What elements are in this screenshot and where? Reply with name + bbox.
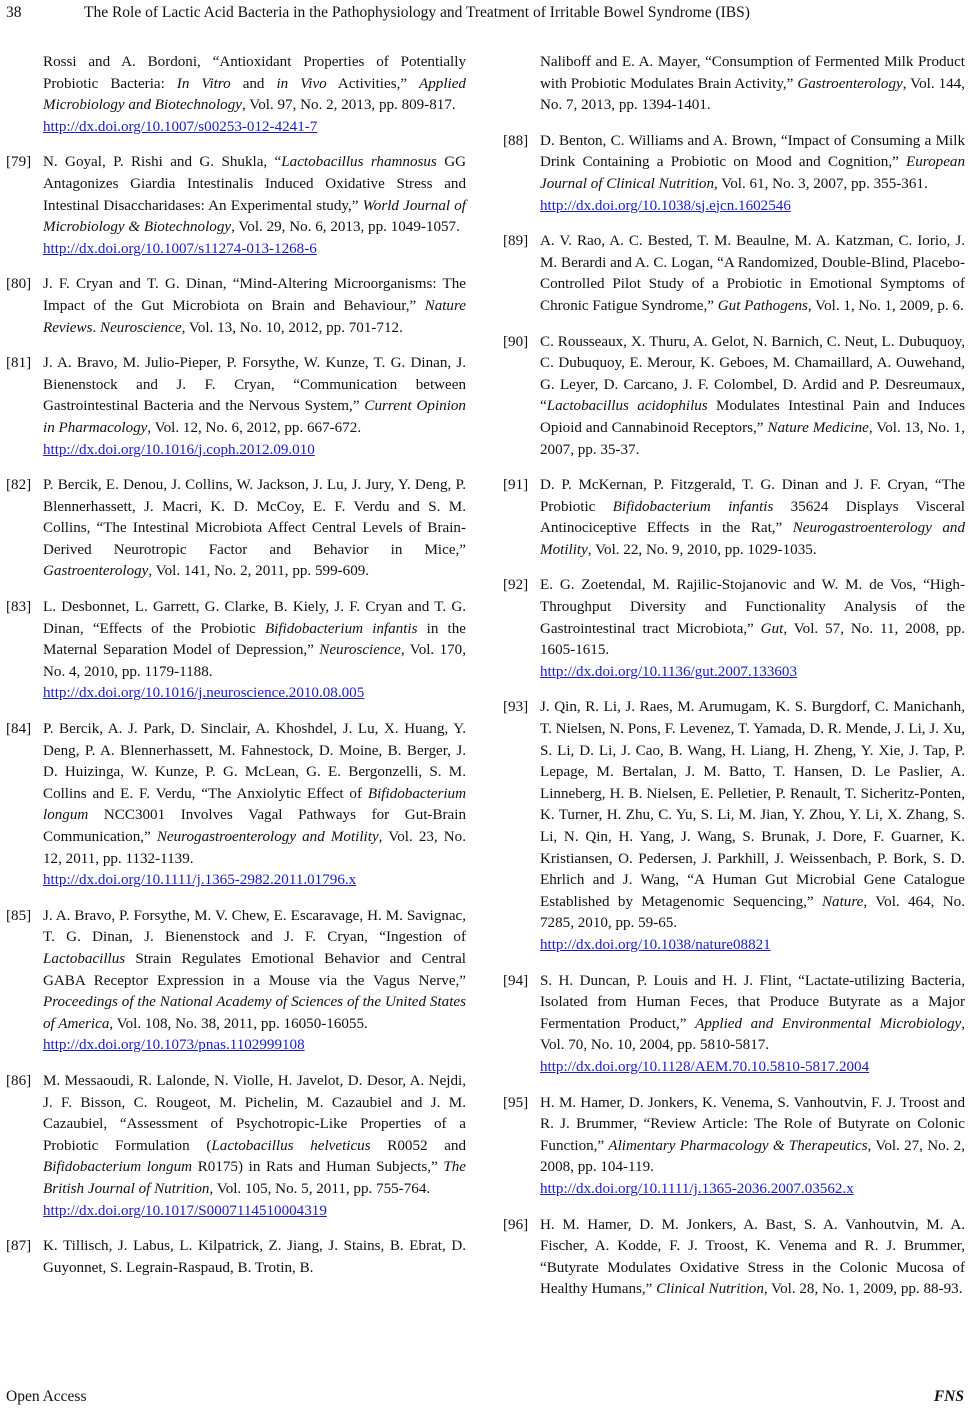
doi-link[interactable]: http://dx.doi.org/10.1007/s11274-013-1268-6: [43, 240, 317, 257]
reference-text-segment: , Vol. 28, No. 1, 2009, pp. 88-93.: [763, 1281, 963, 1298]
reference-text-segment: , Vol. 1, No. 1, 2009, p. 6.: [807, 297, 964, 314]
reference-text-segment: J. A. Bravo, M. Julio-Pieper, P. Forsythe, W. Kunze, T. G. Dinan, J. Bienenstock and J. F. Cryan, “Communication between Gastrointestinal Bacteria and the Nervous System,”: [43, 355, 466, 415]
reference-number: [95]: [503, 1094, 529, 1111]
reference-italic-title: Lactobacillus acidophilus: [546, 398, 708, 415]
reference-entry: [6, 274, 466, 339]
doi-link[interactable]: http://dx.doi.org/10.1128/AEM.70.10.5810-5817.2004: [540, 1058, 870, 1075]
reference-number: [93]: [503, 699, 529, 716]
reference-entry: [503, 1093, 965, 1201]
reference-text: [540, 131, 965, 217]
reference-text: [540, 971, 965, 1079]
reference-entry: [6, 906, 466, 1057]
reference-text: [540, 231, 965, 317]
reference-text-segment: C. Rousseaux, X. Thuru, A. Gelot, N. Barnich, C. Neut, L. Dubuquoy, C. Dubuquoy, E. Merour, K. Geboes, M. Chamaillard, A. Ouwehand, G. Leyer, D. Carcano, J. F. Colombel, D. Ardid and P. Desreumaux, “: [540, 333, 965, 415]
reference-entry: [6, 152, 466, 260]
reference-text-segment: , Vol. 105, No. 5, 2011, pp. 755-764.: [209, 1180, 431, 1197]
reference-text-segment: , Vol. 13, No. 10, 2012, pp. 701-712.: [181, 319, 403, 336]
reference-text-segment: in the Maternal Separation Model of Depression,”: [43, 620, 466, 659]
reference-italic-title: Nature Reviews: [43, 297, 466, 336]
reference-text-segment: H. M. Hamer, D. M. Jonkers, A. Bast, S. A. Vanhoutvin, M. A. Fischer, A. Kodde, F. J. Troost, K. Venema and R. J. Brummer, “Butyrate Modulates Oxidative Stress in the Colonic Mucosa of Healthy Humans,”: [540, 1216, 965, 1298]
reference-number: [88]: [503, 132, 529, 149]
reference-entry: [6, 52, 466, 138]
reference-text-segment: A. V. Rao, A. C. Bested, T. M. Beaulne, M. A. Katzman, C. Iorio, J. M. Berardi and A. C. Logan, “A Randomized, Double-Blind, Placebo-Controlled Pilot Study of a Probiotic in Emotional Symptoms of Chronic Fatigue Syndrome,”: [540, 233, 965, 314]
reference-italic-title: Neurogastroenterology and Motility: [540, 520, 965, 558]
reference-column-right: [503, 52, 965, 1315]
reference-entry: [503, 332, 965, 462]
reference-italic-title: Bifidobacterium infantis: [612, 498, 774, 515]
reference-text: [43, 1236, 466, 1279]
reference-text-segment: M. Messaoudi, R. Lalonde, N. Violle, H. Javelot, D. Desor, A. Nejdi, J. F. Bisson, C. Rougeot, M. Pichelin, M. Cazaubiel and J. M. Cazaubiel, “Assessment of Psychotropic-Like Properties of a Probiotic Formulation (: [43, 1072, 466, 1154]
doi-link[interactable]: http://dx.doi.org/10.1073/pnas.1102999108: [43, 1037, 305, 1054]
reference-text-segment: NCC3001 Involves Vagal Pathways for Gut-Brain Communication,”: [43, 807, 466, 845]
reference-number: [81]: [6, 355, 32, 372]
reference-italic-title: in Vivo: [276, 75, 327, 92]
page-number: 38: [6, 4, 22, 21]
reference-text-segment: , Vol. 12, No. 6, 2012, pp. 667-672.: [147, 419, 362, 436]
reference-text-segment: , Vol. 70, No. 10, 2004, pp. 5810-5817.: [540, 1015, 965, 1054]
reference-italic-title: Bifidobacterium longum: [43, 1159, 193, 1176]
reference-text-segment: , Vol. 27, No. 2, 2008, pp. 104-119.: [540, 1137, 965, 1176]
reference-italic-title: Nature Medicine: [767, 419, 869, 436]
reference-italic-title: Lactobacillus: [43, 950, 126, 967]
reference-text: [43, 475, 466, 583]
reference-number: [91]: [503, 477, 529, 494]
reference-text: [43, 597, 466, 705]
reference-italic-title: Lactobacillus helveticus: [211, 1137, 371, 1154]
reference-entry: [503, 475, 965, 561]
reference-text-segment: R0052 and: [370, 1137, 467, 1154]
reference-text-segment: , Vol. 464, No. 7285, 2010, pp. 59-65.: [540, 893, 965, 932]
doi-link[interactable]: http://dx.doi.org/10.1017/S0007114510004319: [43, 1202, 327, 1219]
reference-italic-title: Current Opinion in Pharmacology: [43, 398, 466, 436]
reference-italic-title: Bifidobacterium infantis: [264, 620, 418, 637]
reference-text-segment: , Vol. 29, No. 6, 2013, pp. 1049-1057.: [231, 219, 460, 236]
journal-abbreviation: FNS: [933, 1388, 964, 1405]
reference-text-segment: , Vol. 22, No. 9, 2010, pp. 1029-1035.: [587, 541, 817, 558]
reference-text-segment: Naliboff and E. A. Mayer, “Consumption of Fermented Milk Product with Probiotic Modulates Brain Activity,”: [540, 54, 965, 92]
reference-text-segment: J. Qin, R. Li, J. Raes, M. Arumugam, K. S. Burgdorf, C. Manichanh, T. Nielsen, N. Pons, F. Levenez, T. Yamada, D. R. Mende, J. Li, J. Xu, S. Li, D. Li, J. Cao, B. Wang, H. Liang, H. Zheng, Y. Xie, J. Tap, P. Lepage, M. Bertalan, J. M. Batto, T. Hansen, D. Le Paslier, A. Linneberg, H. B. Nielsen, E. Pelletier, P. Renault, T. Sicheritz-Ponten, K. Turner, H. Zhu, C. Yu, S. Li, M. Jian, Y. Zhou, Y. Li, X. Zhang, S. Li, N. Qin, H. Yang, J. Wang, S. Brunak, J. Dore, F. Guarner, K. Kristiansen, O. Pedersen, J. Parkhill, J. Weissenbach, P. Bork, S. D. Ehrlich and J. Wang, “A Human Gut Microbial Gene Catalogue Established by Metagenomic Sequencing,”: [540, 699, 965, 910]
reference-number: [89]: [503, 233, 529, 250]
reference-text-segment: , Vol. 144, No. 7, 2013, pp. 1394-1401.: [540, 75, 965, 114]
reference-text-segment: S. H. Duncan, P. Louis and H. J. Flint, “Lactate-utilizing Bacteria, Isolated from Human Feces, that Produce Butyrate as a Major Fermentation Product,”: [540, 972, 965, 1032]
reference-text-segment: Modulates Intestinal Pain and Induces Opioid and Cannabinoid Receptors,”: [540, 398, 965, 436]
reference-text: [43, 274, 466, 339]
reference-italic-title: Proceedings of the National Academy of Sciences of the United States of America: [43, 994, 466, 1032]
reference-text-segment: , Vol. 170, No. 4, 2010, pp. 1179-1188.: [43, 642, 466, 680]
reference-number: [86]: [6, 1072, 32, 1089]
reference-text-segment: P. Bercik, A. J. Park, D. Sinclair, A. Khoshdel, J. Lu, X. Huang, Y. Deng, P. A. Blennerhassett, M. Fahnestock, D. Moine, B. Berger, J. D. Huizinga, W. Kunze, P. G. McLean, G. E. Bergonzelli, S. M. Collins and E. F. Verdu, “The Anxiolytic Effect of: [43, 721, 466, 802]
reference-entry: [503, 697, 965, 956]
reference-text-segment: D. P. McKernan, P. Fitzgerald, T. G. Dinan and J. F. Cryan, “The Probiotic: [540, 477, 965, 515]
running-title: The Role of Lactic Acid Bacteria in the Pathophysiology and Treatment of Irritable Bowel Syndrome (IBS): [84, 4, 750, 21]
reference-italic-title: Nature: [821, 893, 864, 910]
reference-number: [85]: [6, 907, 32, 924]
reference-italic-title: Gut Pathogens: [717, 297, 808, 314]
reference-text-segment: , Vol. 23, No. 12, 2011, pp. 1132-1139.: [43, 829, 467, 867]
reference-text: [540, 52, 965, 117]
reference-italic-title: Neurogastroenterology and Motility: [156, 829, 379, 845]
doi-link[interactable]: http://dx.doi.org/10.1038/sj.ejcn.1602546: [540, 197, 791, 214]
reference-text-segment: D. Benton, C. Williams and A. Brown, “Impact of Consuming a Milk Drink Containing a Probiotic on Mood and Cognition,”: [540, 132, 965, 171]
doi-link[interactable]: http://dx.doi.org/10.1016/j.coph.2012.09.010: [43, 441, 315, 458]
reference-text-segment: , Vol. 108, No. 38, 2011, pp. 16050-16055.: [109, 1015, 368, 1032]
reference-text-segment: E. G. Zoetendal, M. Rajilic-Stojanovic and W. M. de Vos, “High-Throughput Diversity and Functionality Analysis of the Gastrointestinal tract Microbiota,”: [540, 577, 965, 637]
reference-text-segment: J. F. Cryan and T. G. Dinan, “Mind-Altering Microorganisms: The Impact of the Gut Microbiota on Brain and Behaviour,”: [43, 276, 466, 314]
reference-italic-title: Alimentary Pharmacology & Therapeutics: [608, 1137, 868, 1154]
page-footer: [0, 1386, 968, 1414]
reference-entry: [503, 575, 965, 683]
reference-entry: [6, 1236, 466, 1279]
reference-entry: [6, 353, 466, 461]
reference-number: [80]: [6, 276, 32, 293]
reference-italic-title: Clinical Nutrition: [656, 1281, 764, 1298]
reference-italic-title: Gastroenterology: [43, 563, 149, 580]
reference-italic-title: Lactobacillus rhamnosus: [281, 154, 437, 171]
reference-number: [82]: [6, 477, 32, 494]
reference-entry: [503, 231, 965, 317]
reference-text-segment: GG Antagonizes Giardia Intestinalis Induced Oxidative Stress and Intestinal Disaccharidases: An Experimental study,”: [43, 154, 466, 214]
reference-italic-title: Neuroscience: [319, 642, 401, 659]
reference-text-segment: , Vol. 13, No. 1, 2007, pp. 35-37.: [540, 419, 965, 458]
reference-text: [43, 906, 466, 1057]
doi-link[interactable]: http://dx.doi.org/10.1016/j.neuroscience.2010.08.005: [43, 685, 365, 702]
reference-number: [84]: [6, 721, 32, 738]
reference-text-segment: , Vol. 61, No. 3, 2007, pp. 355-361.: [714, 175, 928, 192]
reference-text-segment: P. Bercik, E. Denou, J. Collins, W. Jackson, J. Lu, J. Jury, Y. Deng, P. Blennerhassett, J. Macri, K. D. McCoy, E. F. Verdu and S. M. Collins, “The Intestinal Microbiota Affect Central Levels of Brain-Derived Neurotropic Factor and Behavior in Mice,”: [43, 477, 466, 558]
reference-text-segment: K. Tillisch, J. Labus, L. Kilpatrick, Z. Jiang, J. Stains, B. Ebrat, D. Guyonnet, S. Legrain-Raspaud, B. Trotin, B.: [43, 1238, 466, 1276]
doi-link[interactable]: http://dx.doi.org/10.1038/nature08821: [540, 936, 771, 953]
reference-italic-title: Neuroscience: [100, 319, 182, 336]
reference-text: [43, 52, 466, 138]
reference-text: [540, 475, 965, 561]
doi-link[interactable]: http://dx.doi.org/10.1136/gut.2007.133603: [540, 663, 798, 680]
reference-entry: [503, 1215, 965, 1301]
reference-italic-title: European Journal of Clinical Nutrition: [540, 154, 965, 192]
reference-number: [96]: [503, 1216, 529, 1233]
reference-text-segment: Activities,”: [326, 75, 420, 92]
reference-text-segment: H. M. Hamer, D. Jonkers, K. Venema, S. Vanhoutvin, F. J. Troost and R. J. Brummer, “Review Article: The Role of Butyrate on Colonic Function,”: [540, 1094, 965, 1154]
reference-italic-title: Bifidobacterium longum: [43, 785, 466, 824]
reference-entry: [6, 597, 466, 705]
reference-text-segment: Rossi and A. Bordoni, “Antioxidant Properties of Potentially Probiotic Bacteria:: [43, 54, 466, 92]
reference-text-segment: 35624 Displays Visceral Antinociceptive Effects in the Rat,”: [540, 498, 965, 537]
reference-italic-title: World Journal of Microbiology & Biotechnology: [43, 197, 466, 236]
reference-entry: [6, 1071, 466, 1222]
reference-entry: [503, 131, 965, 217]
reference-italic-title: Applied Microbiology and Biotechnology: [43, 75, 466, 114]
reference-text-segment: L. Desbonnet, L. Garrett, G. Clarke, B. Kiely, J. F. Cryan and T. G. Dinan, “Effects of the Probiotic: [43, 599, 466, 637]
reference-text-segment: .: [92, 319, 100, 336]
reference-text-segment: N. Goyal, P. Rishi and G. Shukla, “: [43, 154, 282, 171]
reference-column-left: [6, 52, 466, 1293]
reference-text-segment: and: [230, 75, 277, 92]
reference-italic-title: The British Journal of Nutrition: [43, 1159, 466, 1197]
reference-text: [540, 1093, 965, 1201]
reference-italic-title: Applied and Environmental Microbiology: [695, 1015, 962, 1032]
reference-text: [540, 697, 965, 956]
reference-text: [540, 575, 965, 683]
page-header: [0, 0, 968, 26]
reference-text: [43, 1071, 466, 1222]
reference-text: [540, 332, 965, 462]
doi-link[interactable]: http://dx.doi.org/10.1111/j.1365-2982.2011.01796.x: [43, 872, 357, 889]
reference-text: [43, 353, 466, 461]
reference-entry: [503, 52, 965, 117]
reference-entry: [503, 971, 965, 1079]
reference-text: [43, 719, 466, 892]
reference-number: [92]: [503, 577, 529, 594]
reference-text-segment: Strain Regulates Emotional Behavior and Central GABA Receptor Expression in a Mouse via the Vagus Nerve,”: [43, 950, 466, 989]
reference-italic-title: Gut: [760, 620, 784, 637]
reference-text-segment: J. A. Bravo, P. Forsythe, M. V. Chew, E. Escaravage, H. M. Savignac, T. G. Dinan, J. Bienenstock and J. F. Cryan, “Ingestion of: [43, 907, 466, 946]
reference-number: [90]: [503, 333, 529, 350]
reference-text-segment: , Vol. 141, No. 2, 2011, pp. 599-609.: [148, 563, 370, 580]
reference-text-segment: , Vol. 97, No. 2, 2013, pp. 809-817.: [241, 97, 456, 114]
doi-link[interactable]: http://dx.doi.org/10.1007/s00253-012-4241-7: [43, 118, 318, 135]
reference-number: [79]: [6, 154, 32, 171]
reference-entry: [6, 475, 466, 583]
reference-number: [83]: [6, 599, 32, 616]
open-access-label: Open Access: [6, 1388, 87, 1405]
reference-italic-title: Gastroenterology: [797, 75, 903, 92]
reference-number: [87]: [6, 1238, 32, 1255]
doi-link[interactable]: http://dx.doi.org/10.1111/j.1365-2036.2007.03562.x: [540, 1180, 854, 1197]
reference-text: [540, 1215, 965, 1301]
reference-text-segment: R0175) in Rats and Human Subjects,”: [192, 1159, 444, 1176]
reference-entry: [6, 719, 466, 892]
reference-text-segment: , Vol. 57, No. 11, 2008, pp. 1605-1615.: [540, 620, 965, 659]
reference-italic-title: In Vitro: [176, 75, 231, 92]
reference-text: [43, 152, 466, 260]
reference-number: [94]: [503, 972, 529, 989]
